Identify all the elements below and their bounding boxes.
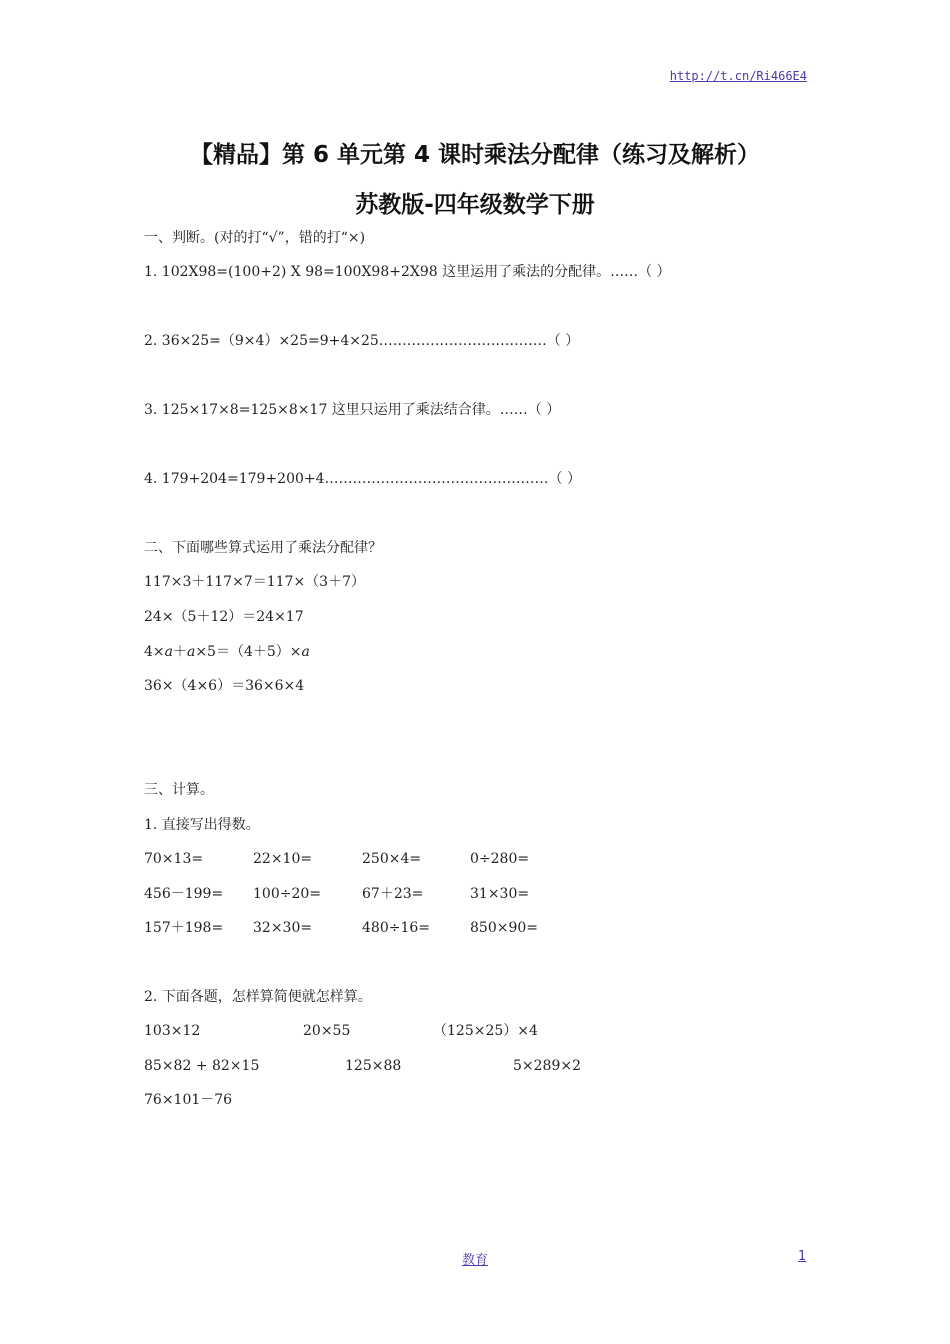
sub2-heading: 2. 下面各题，怎样算简便就怎样算。	[144, 989, 372, 1005]
simplify-item: 103×12	[144, 1023, 201, 1039]
calc-cell: 67＋23=	[362, 886, 424, 902]
formula-2: 24×（5＋12）＝24×17	[144, 609, 304, 625]
sub1-heading: 1. 直接写出得数。	[144, 817, 260, 833]
simplify-item: 125×88	[345, 1058, 402, 1074]
judge-item-1: 1. 102X98=(100+2) X 98=100X98+2X98 这里运用了乘法的分配律。……（ ）	[144, 264, 671, 280]
simplify-item: （125×25）×4	[433, 1023, 538, 1039]
section1-heading: 一、判断。(对的打“√”，错的打“×)	[144, 230, 366, 246]
section2-heading: 二、下面哪些算式运用了乘法分配律？	[144, 540, 382, 556]
simplify-item: 5×289×2	[513, 1058, 581, 1074]
simplify-item: 20×55	[303, 1023, 351, 1039]
calc-cell: 157＋198=	[144, 920, 224, 936]
simplify-item: 76×101－76	[144, 1092, 233, 1108]
calc-cell: 22×10=	[253, 851, 313, 867]
calc-cell: 32×30=	[253, 920, 313, 936]
section3-heading: 三、计算。	[144, 782, 214, 798]
page-number[interactable]: 1	[798, 1249, 807, 1264]
header-url-link[interactable]: http://t.cn/Ri466E4	[669, 69, 807, 83]
calc-cell: 480÷16=	[362, 920, 430, 936]
simplify-item: 85×82 + 82×15	[144, 1058, 260, 1074]
document-subtitle: 苏教版-四年级数学下册	[355, 192, 595, 218]
calc-cell: 0÷280=	[470, 851, 530, 867]
formula-4: 36×（4×6）＝36×6×4	[144, 678, 305, 694]
judge-item-3: 3. 125×17×8=125×8×17 这里只运用了乘法结合律。……（ ）	[144, 402, 561, 418]
formula-1: 117×3＋117×7＝117×（3＋7）	[144, 574, 365, 590]
formula-3: 4×𝑎＋𝑎×5＝（4＋5）×𝑎	[144, 644, 310, 660]
calc-cell: 850×90=	[470, 920, 538, 936]
judge-item-4: 4. 179+204=179+200+4…………………………………………（ ）	[144, 471, 581, 487]
document-title: 【精品】第 6 单元第 4 课时乘法分配律（练习及解析）	[189, 142, 761, 168]
calc-cell: 31×30=	[470, 886, 530, 902]
calc-cell: 250×4=	[362, 851, 422, 867]
calc-cell: 70×13=	[144, 851, 204, 867]
calc-cell: 100÷20=	[253, 886, 321, 902]
footer-link[interactable]: 教育	[461, 1253, 488, 1268]
calc-cell: 456－199=	[144, 886, 224, 902]
judge-item-2: 2. 36×25=（9×4）×25=9+4×25………………………………（ ）	[144, 333, 580, 349]
